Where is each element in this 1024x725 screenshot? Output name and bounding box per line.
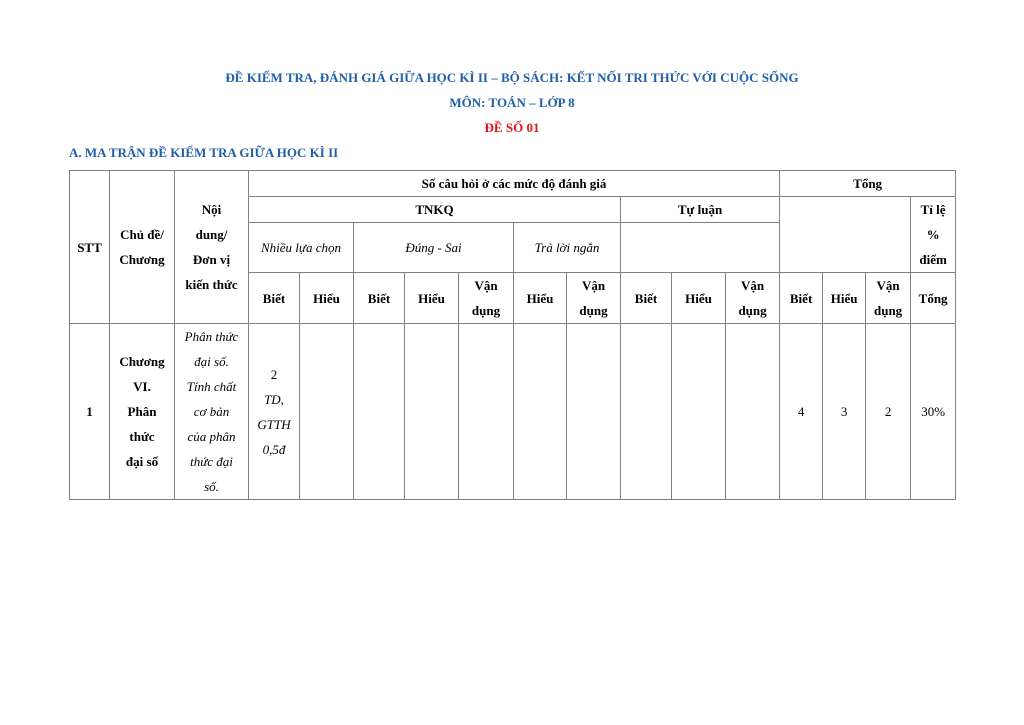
row-total-apply: 2 — [866, 324, 911, 500]
row-content-line: cơ bản — [193, 404, 230, 419]
header-ratio-line: Tỉ lệ — [920, 202, 946, 217]
row-topic-line: Phân — [127, 404, 157, 419]
header-content-line: dung/ — [195, 227, 228, 242]
row-mc-know-line: TD, — [264, 391, 284, 407]
row-cell-empty — [672, 324, 726, 500]
level-apply — [459, 273, 514, 324]
header-ratio-line: % — [926, 227, 940, 242]
level-know: Biết — [780, 273, 823, 324]
level-apply-line: Vận — [876, 278, 900, 293]
exam-number: ĐỀ SỐ 01 — [484, 120, 540, 135]
header-topic-line: Chủ đề/ — [120, 227, 164, 242]
header-ratio — [911, 197, 956, 273]
header-total-blank — [780, 197, 911, 273]
header-multiple-choice: Nhiều lựa chọn — [249, 223, 354, 273]
header-topic — [110, 171, 175, 324]
header-true-false: Đúng - Sai — [354, 223, 514, 273]
header-ratio-line: điểm — [919, 252, 947, 267]
header-total: Tổng — [780, 171, 956, 197]
row-total-know: 4 — [780, 324, 823, 500]
row-topic — [110, 324, 175, 500]
level-apply — [866, 273, 911, 324]
level-apply — [726, 273, 780, 324]
header-content-line: Đơn vị — [192, 252, 231, 267]
header-topic-line: Chương — [119, 252, 165, 267]
header-content — [175, 171, 249, 324]
exam-matrix-table — [69, 170, 956, 500]
row-cell-empty — [621, 324, 672, 500]
level-know: Biết — [621, 273, 672, 324]
document-title: ĐỀ KIỂM TRA, ĐÁNH GIÁ GIỮA HỌC KÌ II – BỘ SÁCH: KẾT NỐI TRI THỨC VỚI CUỘC SỐNG — [225, 70, 799, 85]
row-topic-line: thức — [129, 429, 155, 444]
level-understand: Hiểu — [823, 273, 866, 324]
level-know: Biết — [249, 273, 300, 324]
level-apply-line: dụng — [579, 303, 608, 318]
row-cell-empty — [459, 324, 514, 500]
header-essay: Tự luận — [621, 197, 780, 223]
level-apply-line: Vận — [740, 278, 765, 293]
level-apply-line: dụng — [471, 303, 501, 318]
row-cell-empty — [405, 324, 459, 500]
row-content-line: số. — [204, 479, 219, 494]
row-cell-empty — [514, 324, 567, 500]
level-know: Biết — [354, 273, 405, 324]
header-content-line: kiến thức — [185, 277, 238, 292]
header-essay-blank — [621, 223, 780, 273]
level-understand: Hiểu — [300, 273, 354, 324]
row-total-understand: 3 — [823, 324, 866, 500]
row-mc-know-line: 2 — [270, 366, 278, 382]
table-row — [70, 324, 956, 500]
row-content-line: Phân thức — [184, 329, 239, 344]
header-tnkq: TNKQ — [249, 197, 621, 223]
section-a-heading: A. MA TRẬN ĐỀ KIỂM TRA GIỮA HỌC KÌ II — [69, 145, 339, 160]
row-cell-empty — [567, 324, 621, 500]
row-content-line: đại số. — [194, 354, 229, 369]
header-stt: STT — [70, 171, 110, 324]
level-understand: Hiểu — [514, 273, 567, 324]
row-content-line: thức đại — [190, 454, 233, 469]
row-topic-line: VI. — [133, 379, 151, 394]
header-content-line: Nội — [201, 202, 222, 217]
row-content-line: của phân — [187, 429, 236, 444]
row-content — [175, 324, 249, 500]
row-content-line: Tính chất — [186, 379, 237, 394]
level-apply-line: Vận — [474, 278, 498, 293]
level-apply-line: Vận — [581, 278, 606, 293]
level-apply-line: dụng — [873, 303, 903, 318]
row-cell-empty — [354, 324, 405, 500]
row-topic-line: đại số — [125, 454, 159, 469]
row-mc-know-line: GTTH — [257, 416, 291, 432]
row-mc-know — [249, 324, 300, 500]
row-topic-line: Chương — [119, 354, 165, 369]
row-stt: 1 — [70, 324, 110, 500]
level-total: Tổng — [911, 273, 956, 324]
row-mc-know-line: 0,5đ — [262, 441, 286, 457]
subject-line: MÔN: TOÁN – LỚP 8 — [449, 95, 575, 110]
level-apply-line: dụng — [738, 303, 767, 318]
row-total-ratio: 30% — [911, 324, 956, 500]
level-understand: Hiểu — [672, 273, 726, 324]
row-cell-empty — [726, 324, 780, 500]
level-understand: Hiểu — [405, 273, 459, 324]
row-cell-empty — [300, 324, 354, 500]
header-short-answer: Trả lời ngắn — [514, 223, 621, 273]
level-apply — [567, 273, 621, 324]
header-question-count: Số câu hỏi ở các mức độ đánh giá — [249, 171, 780, 197]
